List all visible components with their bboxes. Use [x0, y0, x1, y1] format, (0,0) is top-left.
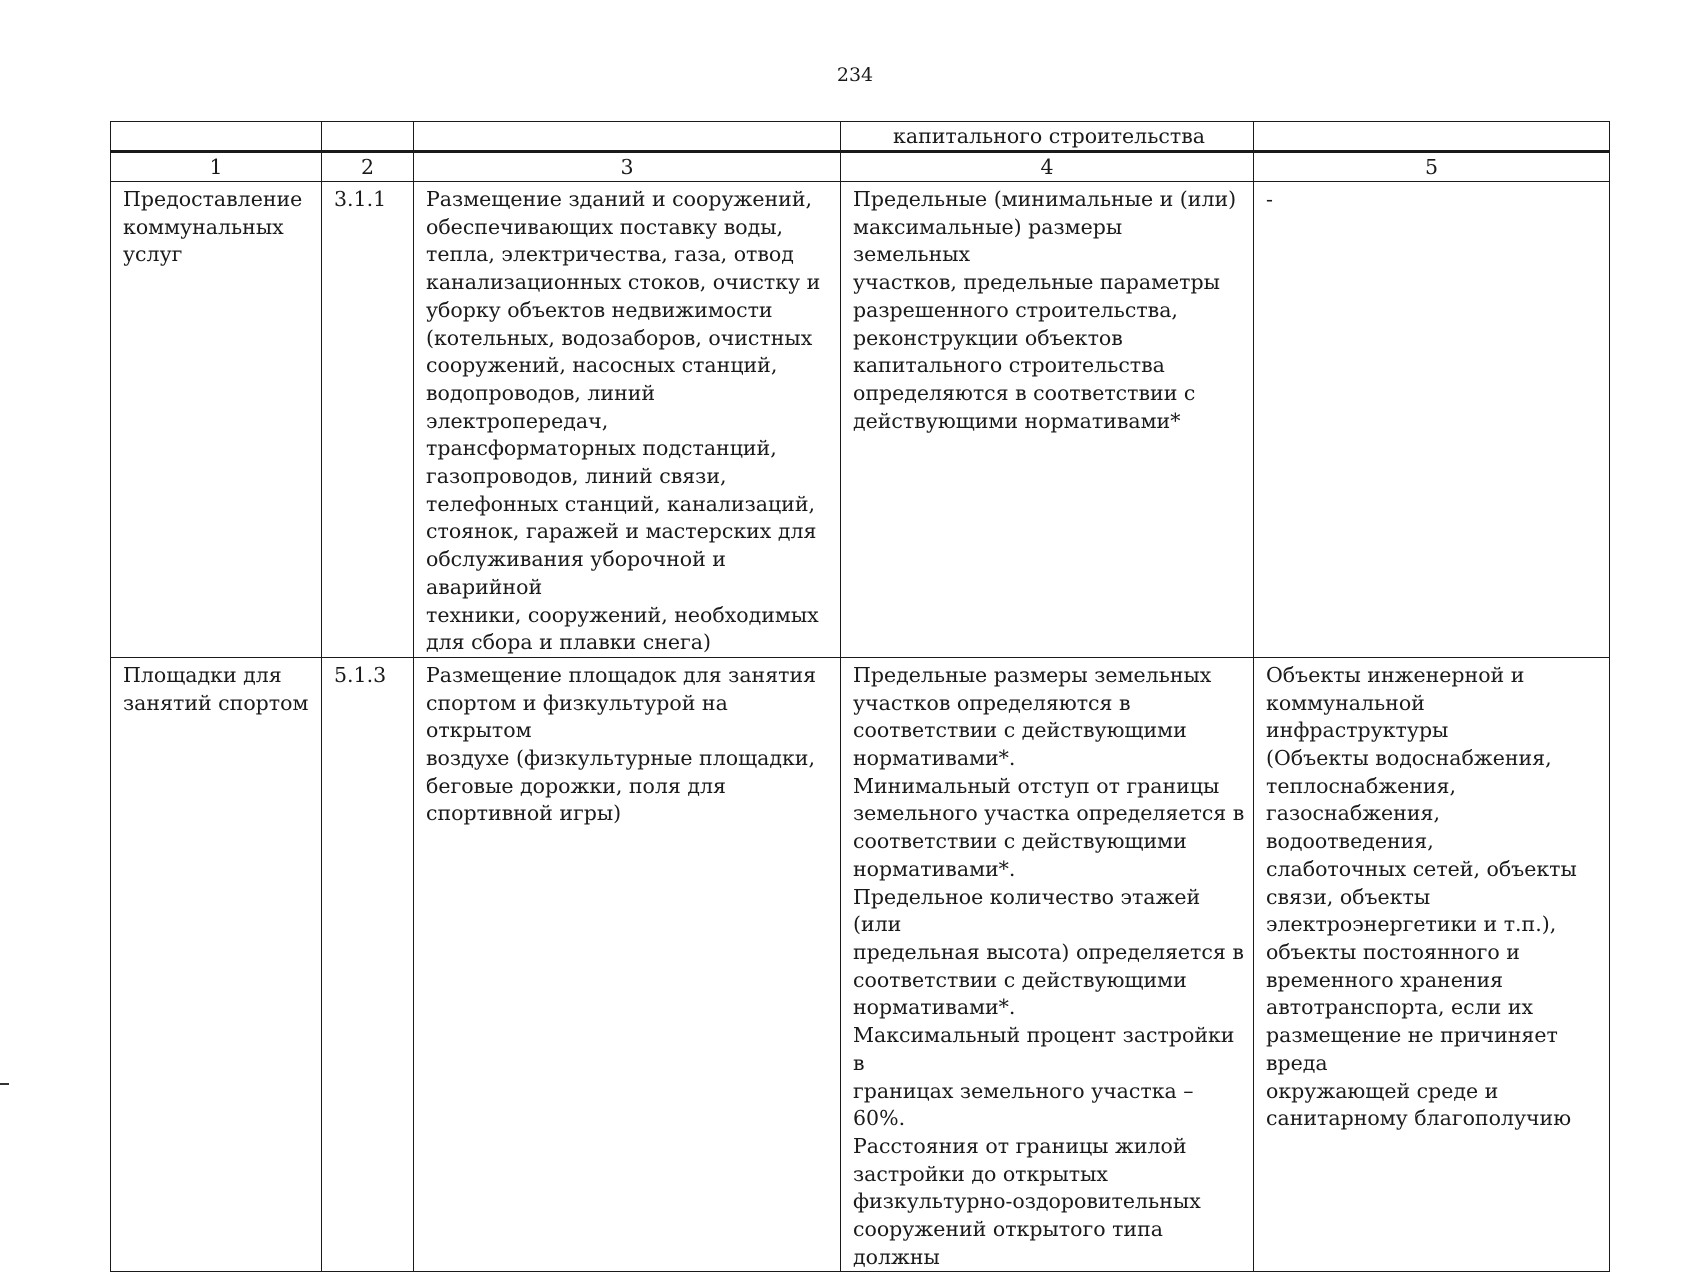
use-type-auxiliary: Объекты инженерной и коммунальной инфраструктуры (Объекты водоснабжения, теплоснабжения, газоснабжения, водоотведения, слаботочных сетей, объекты связи, объекты электроэнергетики и т.п.), объекты постоянного и временного хранения автотранспорта, если их размещение не причиняет вреда окружающей среде и санитарному благополучию	[1254, 657, 1610, 1271]
land-use-table	[110, 121, 1610, 1272]
use-type-parameters: Предельные (минимальные и (или) максимальные) размеры земельных участков, предельные параметры разрешенного строительства, реконструкции объектов капитального строительства определяются в соответствии с действующими нормативами*	[841, 182, 1254, 658]
continuation-cell-5	[1254, 122, 1610, 152]
use-type-parameters: Предельные размеры земельных участков определяются в соответствии с действующими нормативами*. Минимальный отступ от границы земельного участка определяется в соответствии с действующими нормативами*. Предельное количество этажей (или предельная высота) определяется в соответствии с действующими нормативами*. Максимальный процент застройки в границах земельного участка – 60%. Расстояния от границы жилой застройки до открытых физкультурно-оздоровительных сооружений открытого типа должны	[841, 657, 1254, 1271]
continuation-cell-2	[322, 122, 414, 152]
column-number-row	[111, 152, 1610, 182]
page-number: 234	[836, 64, 874, 86]
use-type-name: Площадки для занятий спортом	[111, 657, 322, 1271]
use-type-code: 3.1.1	[322, 182, 414, 658]
scan-edge-mark	[0, 1083, 9, 1085]
continuation-cell-3	[414, 122, 841, 152]
use-type-name: Предоставление коммунальных услуг	[111, 182, 322, 658]
use-type-description: Размещение зданий и сооружений, обеспечивающих поставку воды, тепла, электричества, газа, отвод канализационных стоков, очистку и уборку объектов недвижимости (котельных, водозаборов, очистных сооружений, насосных станций, водопроводов, линий электропередач, трансформаторных подстанций, газопроводов, линий связи, телефонных станций, канализаций, стоянок, гаражей и мастерских для обслуживания уборочной и аварийной техники, сооружений, необходимых для сбора и плавки снега)	[414, 182, 841, 658]
use-type-auxiliary: -	[1254, 182, 1610, 658]
column-number-4: 4	[841, 152, 1254, 182]
table-row	[111, 657, 1610, 1271]
use-type-code: 5.1.3	[322, 657, 414, 1271]
continuation-cell-4: капитального строительства	[841, 122, 1254, 152]
column-number-1: 1	[111, 152, 322, 182]
continuation-cell-1	[111, 122, 322, 152]
use-type-description: Размещение площадок для занятия спортом и физкультурой на открытом воздухе (физкультурные площадки, беговые дорожки, поля для спортивной игры)	[414, 657, 841, 1271]
column-number-2: 2	[322, 152, 414, 182]
table-row	[111, 182, 1610, 658]
continuation-row	[111, 122, 1610, 152]
column-number-3: 3	[414, 152, 841, 182]
column-number-5: 5	[1254, 152, 1610, 182]
